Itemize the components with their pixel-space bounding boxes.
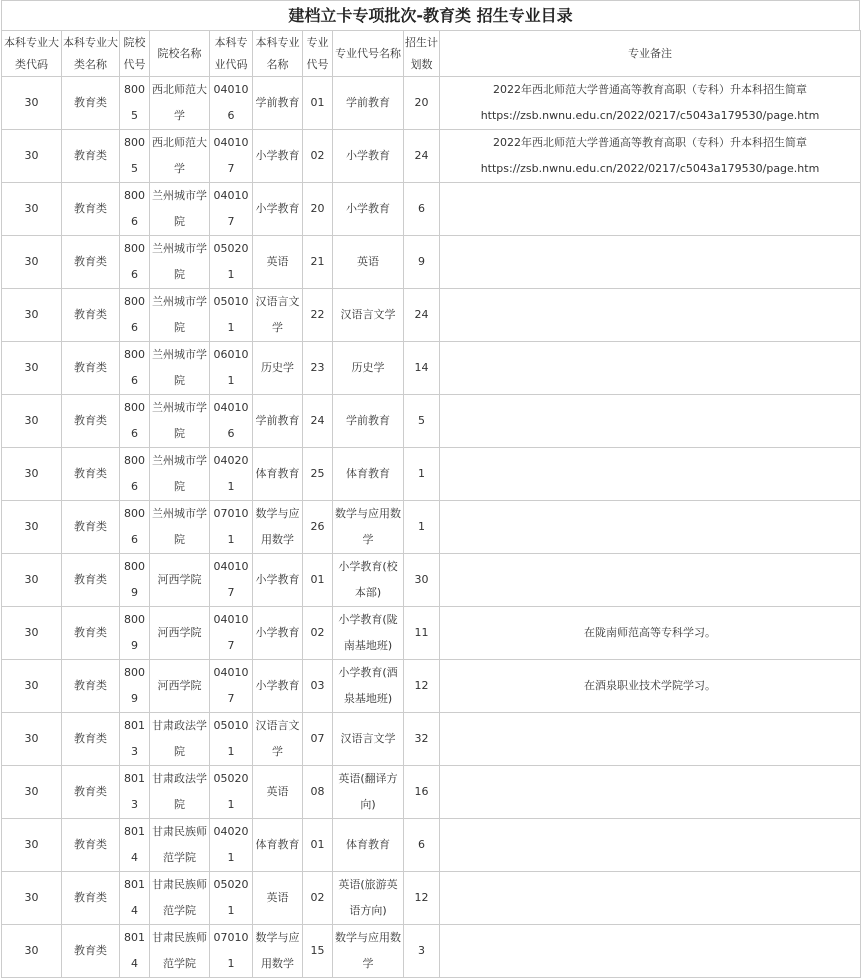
table-row [2,819,861,872]
cell-plan-count: 30 [404,554,440,607]
cell-category-name: 教育类 [62,77,120,130]
cell-major-code: 040201 [210,819,253,872]
cell-category-name: 教育类 [62,183,120,236]
cell-school-name: 甘肃民族师范学院 [150,925,210,978]
cell-major-code: 040201 [210,448,253,501]
cell-major-number: 02 [303,872,333,925]
cell-major-number: 02 [303,130,333,183]
cell-major-note [440,872,861,925]
cell-category-code: 30 [2,501,62,554]
table-row [2,342,861,395]
cell-major-name: 历史学 [253,342,303,395]
cell-major-number-name: 汉语言文学 [333,713,404,766]
table-row [2,448,861,501]
cell-school-name: 甘肃民族师范学院 [150,872,210,925]
table-row [2,501,861,554]
cell-major-number: 02 [303,607,333,660]
cell-school-name: 西北师范大学 [150,130,210,183]
cell-plan-count: 1 [404,448,440,501]
cell-major-number-name: 数学与应用数学 [333,925,404,978]
cell-major-number: 03 [303,660,333,713]
header-category-name: 本科专业大类名称 [62,31,120,77]
cell-school-name: 兰州城市学院 [150,183,210,236]
cell-school-name: 河西学院 [150,607,210,660]
cell-school-name: 兰州城市学院 [150,289,210,342]
cell-category-name: 教育类 [62,660,120,713]
cell-category-code: 30 [2,819,62,872]
note-link[interactable]: https://zsb.nwnu.edu.cn/2022/0217/c5043a179530/page.htm [480,109,820,122]
cell-category-name: 教育类 [62,236,120,289]
cell-category-name: 教育类 [62,925,120,978]
cell-major-name: 小学教育 [253,660,303,713]
cell-major-number-name: 小学教育(酒泉基地班) [333,660,404,713]
cell-school-code: 8014 [120,925,150,978]
table-row [2,395,861,448]
table-row [2,872,861,925]
header-school-code: 院校代号 [120,31,150,77]
cell-major-name: 英语 [253,236,303,289]
cell-major-code: 050101 [210,289,253,342]
cell-category-name: 教育类 [62,872,120,925]
table-row [2,607,861,660]
table-row [2,183,861,236]
cell-school-code: 8013 [120,766,150,819]
header-major-number-name: 专业代号名称 [333,31,404,77]
cell-school-code: 8006 [120,236,150,289]
table-row [2,713,861,766]
cell-major-code: 040106 [210,395,253,448]
table-row [2,766,861,819]
cell-school-name: 甘肃政法学院 [150,713,210,766]
cell-major-note [440,448,861,501]
cell-plan-count: 3 [404,925,440,978]
major-catalog-table [1,30,861,978]
table-row [2,554,861,607]
cell-major-code: 060101 [210,342,253,395]
cell-plan-count: 11 [404,607,440,660]
cell-category-code: 30 [2,395,62,448]
cell-major-number-name: 数学与应用数学 [333,501,404,554]
page-title: 建档立卡专项批次-教育类 招生专业目录 [1,0,860,30]
cell-plan-count: 1 [404,501,440,554]
table-row [2,289,861,342]
cell-major-code: 040107 [210,660,253,713]
cell-major-number-name: 小学教育 [333,130,404,183]
table-row [2,77,861,130]
cell-major-note [440,925,861,978]
cell-plan-count: 24 [404,130,440,183]
cell-category-code: 30 [2,607,62,660]
cell-major-code: 050101 [210,713,253,766]
cell-major-number-name: 历史学 [333,342,404,395]
cell-plan-count: 5 [404,395,440,448]
cell-major-number-name: 英语 [333,236,404,289]
cell-major-number-name: 英语(旅游英语方向) [333,872,404,925]
cell-category-code: 30 [2,713,62,766]
cell-major-number-name: 英语(翻译方向) [333,766,404,819]
cell-major-note [440,713,861,766]
cell-plan-count: 24 [404,289,440,342]
cell-plan-count: 6 [404,183,440,236]
cell-category-name: 教育类 [62,819,120,872]
cell-major-number: 01 [303,77,333,130]
cell-plan-count: 12 [404,872,440,925]
cell-major-number: 21 [303,236,333,289]
cell-school-name: 河西学院 [150,660,210,713]
cell-category-name: 教育类 [62,713,120,766]
header-major-code: 本科专业代码 [210,31,253,77]
cell-major-note [440,660,861,713]
note-text: 在酒泉职业技术学院学习。 [584,679,716,692]
cell-major-note [440,607,861,660]
cell-major-code: 040107 [210,554,253,607]
cell-plan-count: 6 [404,819,440,872]
cell-school-name: 兰州城市学院 [150,395,210,448]
header-major-note: 专业备注 [440,31,861,77]
cell-school-code: 8009 [120,660,150,713]
header-school-name: 院校名称 [150,31,210,77]
cell-school-name: 兰州城市学院 [150,342,210,395]
cell-plan-count: 20 [404,77,440,130]
table-row [2,925,861,978]
cell-major-number: 24 [303,395,333,448]
cell-school-code: 8005 [120,77,150,130]
cell-category-code: 30 [2,183,62,236]
cell-major-number-name: 小学教育(陇南基地班) [333,607,404,660]
cell-category-code: 30 [2,130,62,183]
cell-school-code: 8006 [120,448,150,501]
cell-major-note [440,289,861,342]
cell-major-code: 040107 [210,130,253,183]
header-major-number: 专业代号 [303,31,333,77]
cell-major-number-name: 学前教育 [333,77,404,130]
cell-school-code: 8009 [120,554,150,607]
cell-major-name: 小学教育 [253,130,303,183]
table-row [2,130,861,183]
cell-school-code: 8014 [120,819,150,872]
cell-category-code: 30 [2,289,62,342]
cell-major-name: 体育教育 [253,819,303,872]
cell-school-code: 8006 [120,183,150,236]
cell-school-name: 兰州城市学院 [150,448,210,501]
cell-major-number-name: 小学教育 [333,183,404,236]
cell-major-number: 01 [303,554,333,607]
cell-category-name: 教育类 [62,342,120,395]
cell-major-code: 040107 [210,183,253,236]
cell-major-code: 070101 [210,501,253,554]
cell-major-code: 040106 [210,77,253,130]
cell-major-number: 20 [303,183,333,236]
cell-major-name: 体育教育 [253,448,303,501]
cell-major-number: 15 [303,925,333,978]
cell-school-code: 8005 [120,130,150,183]
cell-major-note [440,130,861,183]
header-major-name: 本科专业名称 [253,31,303,77]
cell-major-note [440,501,861,554]
header-category-code: 本科专业大类代码 [2,31,62,77]
cell-category-code: 30 [2,872,62,925]
cell-school-code: 8009 [120,607,150,660]
cell-school-code: 8006 [120,501,150,554]
cell-category-name: 教育类 [62,130,120,183]
cell-school-code: 8014 [120,872,150,925]
cell-category-code: 30 [2,554,62,607]
cell-major-number: 01 [303,819,333,872]
cell-plan-count: 12 [404,660,440,713]
cell-category-name: 教育类 [62,766,120,819]
cell-major-name: 数学与应用数学 [253,925,303,978]
cell-school-name: 西北师范大学 [150,77,210,130]
cell-category-code: 30 [2,448,62,501]
cell-category-name: 教育类 [62,607,120,660]
cell-major-number-name: 学前教育 [333,395,404,448]
cell-category-code: 30 [2,77,62,130]
cell-category-code: 30 [2,236,62,289]
cell-school-name: 兰州城市学院 [150,501,210,554]
cell-major-code: 050201 [210,766,253,819]
cell-major-name: 小学教育 [253,554,303,607]
cell-category-name: 教育类 [62,448,120,501]
cell-school-name: 甘肃民族师范学院 [150,819,210,872]
cell-major-name: 学前教育 [253,395,303,448]
cell-major-number-name: 小学教育(校本部) [333,554,404,607]
cell-major-name: 汉语言文学 [253,713,303,766]
note-text: 在陇南师范高等专科学习。 [584,626,716,639]
cell-category-name: 教育类 [62,554,120,607]
cell-major-note [440,395,861,448]
cell-major-number: 25 [303,448,333,501]
cell-major-name: 英语 [253,872,303,925]
table-header-row [2,31,861,77]
cell-major-code: 050201 [210,872,253,925]
cell-school-code: 8006 [120,395,150,448]
cell-category-name: 教育类 [62,395,120,448]
note-text: 2022年西北师范大学普通高等教育高职（专科）升本科招生简章 [493,83,807,96]
cell-major-number: 22 [303,289,333,342]
cell-major-name: 小学教育 [253,183,303,236]
cell-major-code: 070101 [210,925,253,978]
cell-major-number: 08 [303,766,333,819]
cell-major-name: 小学教育 [253,607,303,660]
cell-major-note [440,342,861,395]
cell-plan-count: 9 [404,236,440,289]
cell-plan-count: 16 [404,766,440,819]
table-row [2,236,861,289]
cell-major-number-name: 体育教育 [333,448,404,501]
cell-major-code: 050201 [210,236,253,289]
cell-school-code: 8006 [120,342,150,395]
cell-major-number-name: 体育教育 [333,819,404,872]
cell-major-note [440,183,861,236]
cell-category-code: 30 [2,660,62,713]
cell-major-name: 学前教育 [253,77,303,130]
cell-category-code: 30 [2,925,62,978]
table-row [2,660,861,713]
cell-major-number: 26 [303,501,333,554]
cell-school-code: 8006 [120,289,150,342]
note-link[interactable]: https://zsb.nwnu.edu.cn/2022/0217/c5043a179530/page.htm [480,162,820,175]
cell-category-name: 教育类 [62,501,120,554]
cell-school-name: 甘肃政法学院 [150,766,210,819]
cell-major-name: 英语 [253,766,303,819]
cell-category-code: 30 [2,766,62,819]
header-plan-count: 招生计划数 [404,31,440,77]
cell-plan-count: 32 [404,713,440,766]
cell-school-name: 兰州城市学院 [150,236,210,289]
cell-major-number-name: 汉语言文学 [333,289,404,342]
cell-plan-count: 14 [404,342,440,395]
cell-major-note [440,77,861,130]
cell-school-name: 河西学院 [150,554,210,607]
cell-major-note [440,236,861,289]
cell-major-code: 040107 [210,607,253,660]
cell-major-number: 23 [303,342,333,395]
cell-major-note [440,554,861,607]
note-text: 2022年西北师范大学普通高等教育高职（专科）升本科招生简章 [493,136,807,149]
cell-category-name: 教育类 [62,289,120,342]
cell-major-number: 07 [303,713,333,766]
cell-major-note [440,819,861,872]
cell-major-name: 数学与应用数学 [253,501,303,554]
cell-school-code: 8013 [120,713,150,766]
cell-major-name: 汉语言文学 [253,289,303,342]
cell-major-note [440,766,861,819]
cell-category-code: 30 [2,342,62,395]
